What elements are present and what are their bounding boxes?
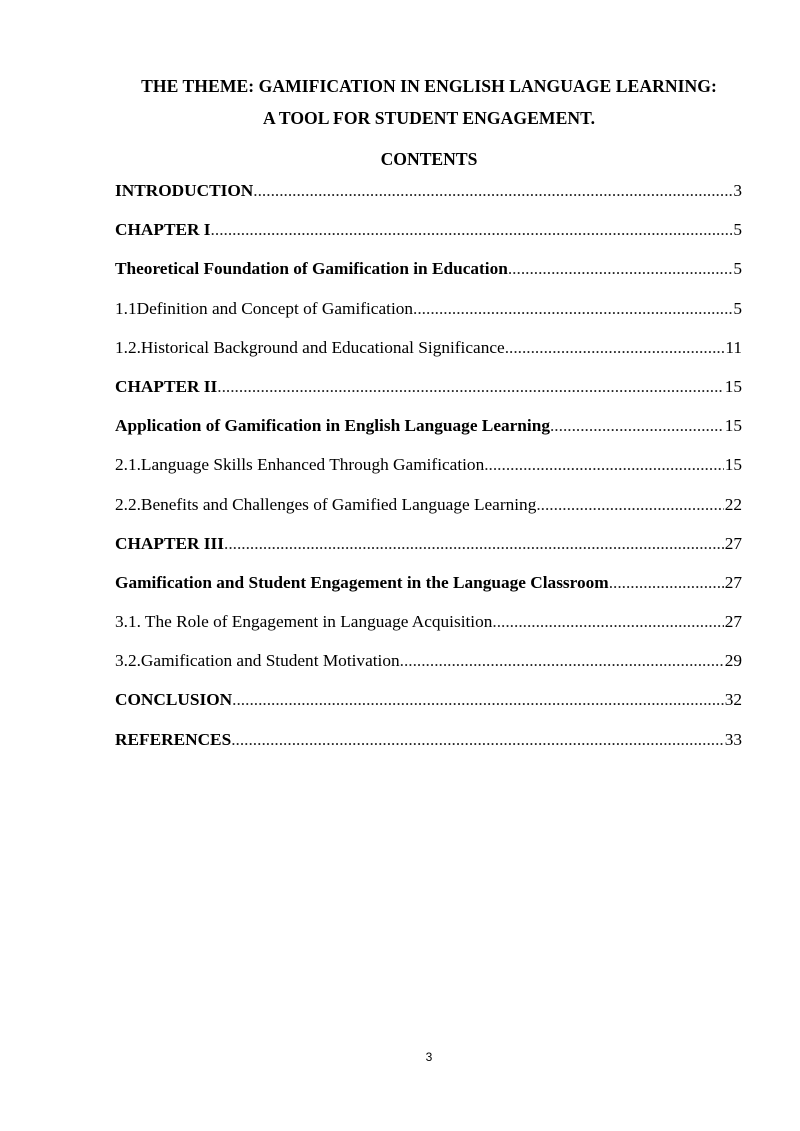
- toc-entry-page: 22: [724, 494, 742, 514]
- toc-entry-page: 29: [724, 651, 742, 671]
- toc-entry-page: 15: [724, 455, 742, 475]
- toc-entry-page: 5: [733, 220, 742, 240]
- page-number: 3: [425, 1050, 433, 1064]
- toc-entry-conclusion[interactable]: [115, 690, 742, 729]
- toc-entry-page: 33: [724, 729, 742, 749]
- toc-entry-title: CHAPTER III: [115, 533, 224, 553]
- toc-entry-title: Theoretical Foundation of Gamification in Education: [115, 259, 508, 279]
- toc-entry-page: 5: [733, 259, 742, 279]
- toc-entry-section-3-1[interactable]: [115, 612, 742, 651]
- toc-entry-references[interactable]: [115, 730, 742, 769]
- toc-dot-leader: [413, 299, 732, 319]
- toc-entry-chapter-1[interactable]: [115, 220, 742, 259]
- toc-entry-title: 2.2.Benefits and Challenges of Gamified Language Learning: [115, 494, 537, 514]
- toc-entry-page: 3: [733, 181, 742, 200]
- table-of-contents: [115, 181, 742, 769]
- toc-entry-chapter-2-title[interactable]: [115, 416, 742, 455]
- toc-dot-leader: [224, 534, 724, 554]
- toc-entry-page: 15: [724, 376, 742, 396]
- toc-entry-title: 1.2.Historical Background and Educational Significance: [115, 337, 505, 357]
- toc-entry-title: Application of Gamification in English Language Learning: [115, 416, 550, 436]
- toc-entry-page: 11: [725, 337, 742, 357]
- toc-entry-section-2-2[interactable]: [115, 495, 742, 534]
- toc-entry-section-1-1[interactable]: [115, 299, 742, 338]
- toc-entry-chapter-3-title[interactable]: [115, 573, 742, 612]
- toc-dot-leader: [400, 651, 724, 671]
- toc-dot-leader: [550, 416, 724, 436]
- toc-dot-leader: [217, 377, 723, 397]
- toc-dot-leader: [484, 455, 724, 475]
- toc-dot-leader: [253, 181, 732, 201]
- toc-dot-leader: [231, 730, 724, 750]
- toc-entry-section-3-2[interactable]: [115, 651, 742, 690]
- document-title-line-1: THE THEME: GAMIFICATION IN ENGLISH LANGUAGE LEARNING:: [141, 76, 717, 96]
- toc-entry-section-1-2[interactable]: [115, 338, 742, 377]
- toc-dot-leader: [609, 573, 724, 593]
- toc-entry-chapter-2[interactable]: [115, 377, 742, 416]
- toc-entry-page: 32: [724, 690, 742, 710]
- toc-entry-title: 3.2.Gamification and Student Motivation: [115, 651, 400, 671]
- toc-entry-page: 5: [733, 298, 742, 318]
- toc-entry-title: INTRODUCTION: [115, 181, 254, 200]
- toc-dot-leader: [232, 690, 724, 710]
- toc-entry-title: CHAPTER I: [115, 220, 211, 240]
- contents-heading: CONTENTS: [380, 149, 478, 169]
- toc-dot-leader: [536, 495, 723, 515]
- toc-dot-leader: [211, 220, 733, 240]
- toc-entry-chapter-1-title[interactable]: [115, 259, 742, 298]
- document-title-line-2: A TOOL FOR STUDENT ENGAGEMENT.: [262, 108, 596, 128]
- toc-entry-title: 1.1Definition and Concept of Gamification: [115, 298, 414, 318]
- toc-entry-page: 15: [724, 416, 742, 436]
- toc-entry-title: 2.1.Language Skills Enhanced Through Gamification: [115, 455, 485, 475]
- toc-dot-leader: [492, 612, 723, 632]
- toc-entry-title: 3.1. The Role of Engagement in Language Acquisition: [115, 612, 493, 632]
- toc-entry-title: Gamification and Student Engagement in the Language Classroom: [115, 572, 609, 592]
- toc-entry-title: CHAPTER II: [115, 376, 218, 396]
- toc-dot-leader: [505, 338, 725, 358]
- toc-entry-section-2-1[interactable]: [115, 455, 742, 494]
- toc-entry-page: 27: [724, 612, 742, 632]
- toc-dot-leader: [508, 259, 733, 279]
- toc-entry-title: CONCLUSION: [115, 690, 233, 710]
- toc-entry-page: 27: [724, 572, 742, 592]
- toc-entry-chapter-3[interactable]: [115, 534, 742, 573]
- toc-entry-title: REFERENCES: [115, 729, 232, 749]
- toc-entry-page: 27: [724, 533, 742, 553]
- toc-entry-introduction[interactable]: [115, 181, 742, 220]
